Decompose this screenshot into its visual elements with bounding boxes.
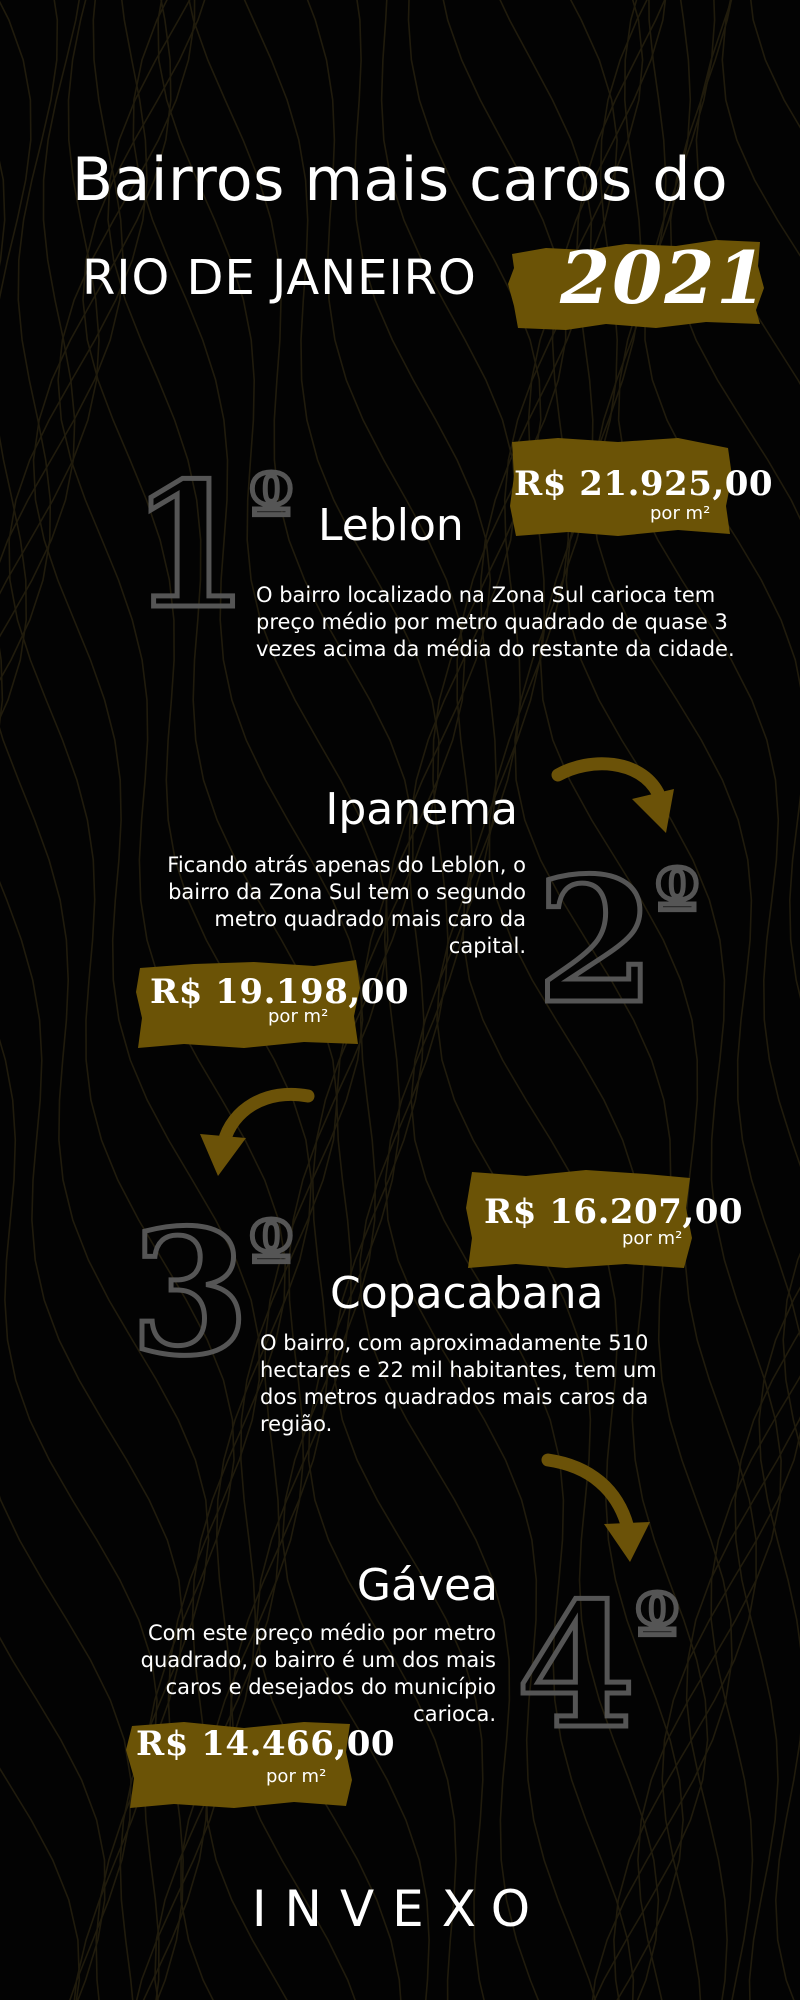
invexo-logo: INVEXO xyxy=(251,1880,549,1938)
rank-2 xyxy=(536,839,699,1042)
rank-number-3: 3 xyxy=(130,1191,250,1394)
description-leblon: O bairro localizado na Zona Sul carioca tem preço médio por metro quadrado de quase 3 vezes acima da média do restante da cidade. xyxy=(256,583,735,661)
price-ipanema: R$ 19.198,00 xyxy=(150,972,410,1012)
unit-copacabana: por m² xyxy=(622,1228,683,1249)
rank-ordinal-2: º xyxy=(655,851,699,952)
page-title-line1: Bairros mais caros do xyxy=(71,145,729,215)
description-copacabana: O bairro, com aproximadamente 510 hectares e 22 mil habitantes, tem um dos metros quadrados mais caros da região. xyxy=(260,1331,657,1436)
rank-number-4: 4 xyxy=(516,1564,636,1767)
description-gavea: Com este preço médio por metro quadrado, o bairro é um dos mais caros e desejados do município carioca. xyxy=(140,1621,496,1726)
rank-ordinal-4: º xyxy=(635,1576,679,1677)
neighborhood-name-ipanema: Ipanema xyxy=(325,784,518,835)
page-title-line2: RIO DE JANEIRO xyxy=(82,250,477,306)
curved-arrow-icon xyxy=(540,1450,660,1566)
rank-number-1: 1 xyxy=(130,444,250,647)
curved-arrow-icon xyxy=(550,755,680,835)
unit-ipanema: por m² xyxy=(268,1006,329,1027)
rank-ordinal-1: º xyxy=(249,456,293,557)
description-ipanema: Ficando atrás apenas do Leblon, o bairro da Zona Sul tem o segundo metro quadrado mais caro da capital. xyxy=(167,853,526,958)
year-label: 2021 xyxy=(560,235,769,320)
rank-number-2: 2 xyxy=(536,839,656,1042)
price-leblon: R$ 21.925,00 xyxy=(514,464,774,504)
neighborhood-name-gavea: Gávea xyxy=(356,1560,498,1611)
unit-gavea: por m² xyxy=(266,1766,327,1787)
price-gavea: R$ 14.466,00 xyxy=(136,1724,396,1764)
neighborhood-name-copacabana: Copacabana xyxy=(330,1268,604,1319)
neighborhood-name-leblon: Leblon xyxy=(318,500,464,551)
price-copacabana: R$ 16.207,00 xyxy=(484,1192,744,1232)
unit-leblon: por m² xyxy=(650,503,711,524)
rank-ordinal-3: º xyxy=(249,1203,293,1304)
curved-arrow-icon xyxy=(196,1082,316,1178)
rank-4 xyxy=(516,1564,679,1767)
